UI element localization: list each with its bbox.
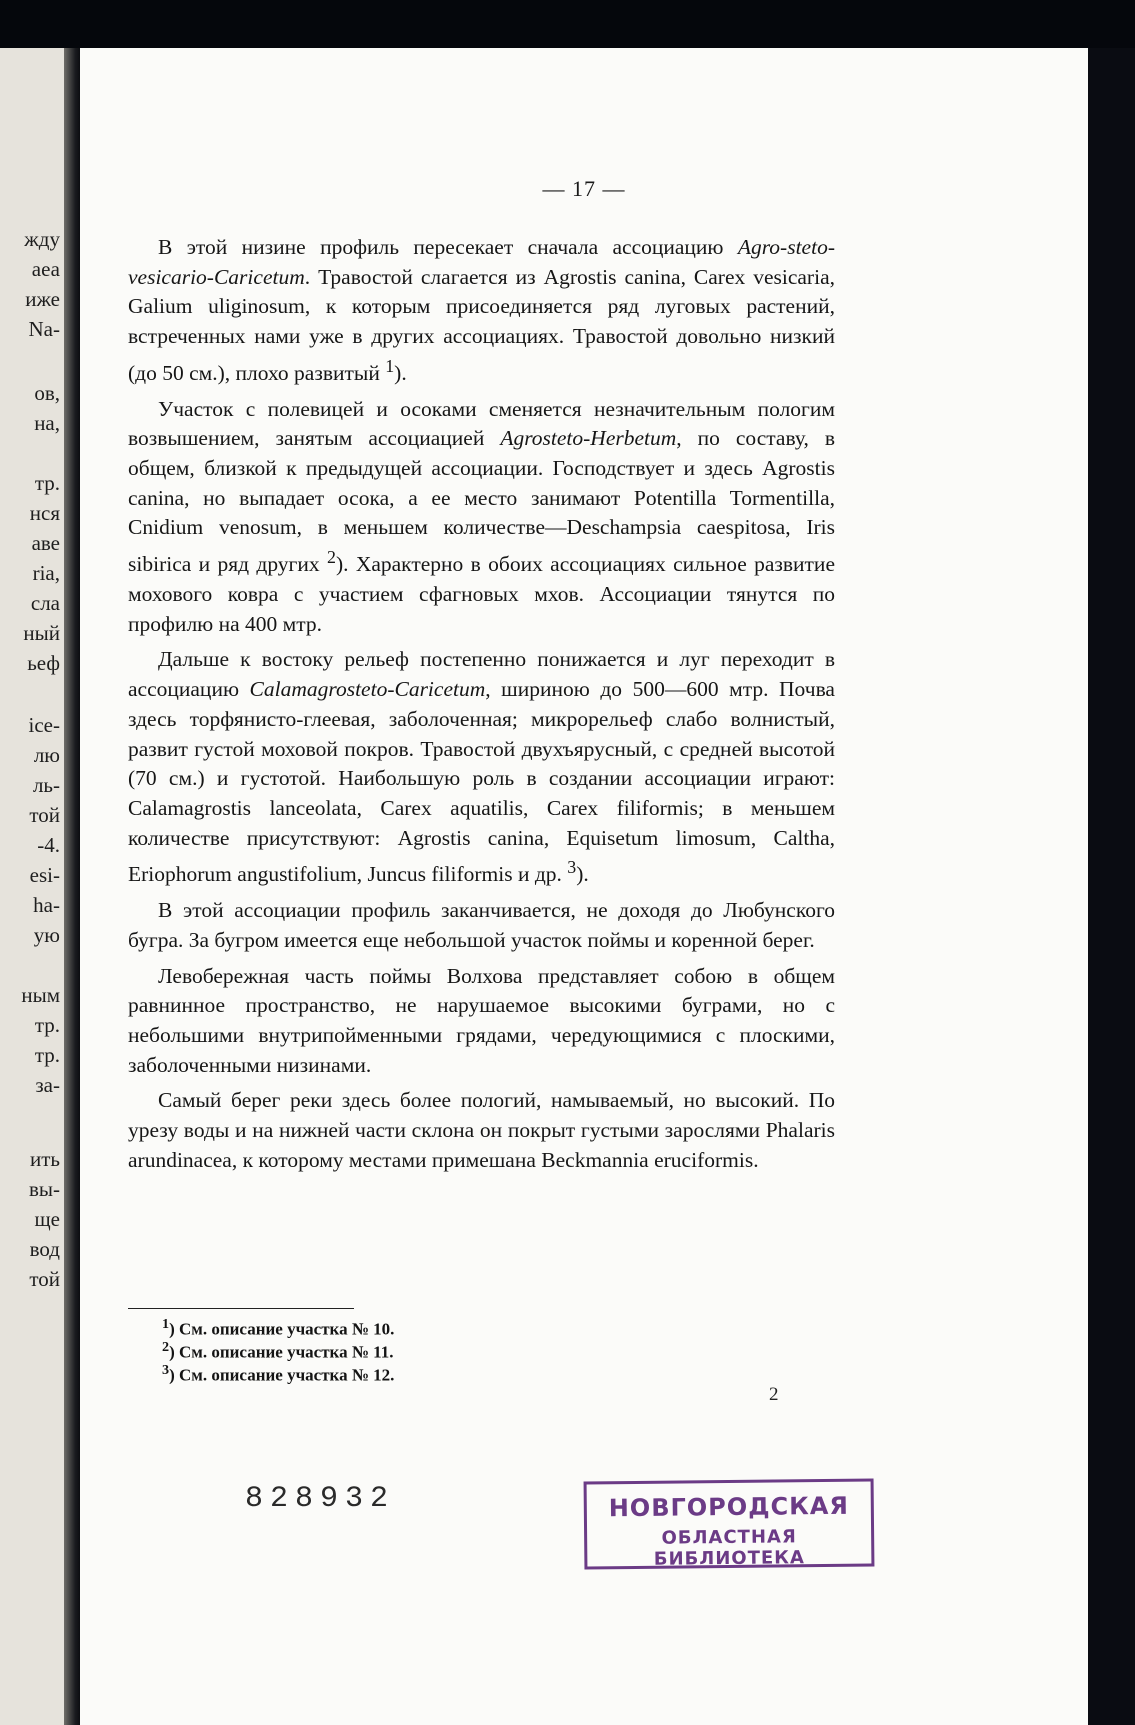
left-page-text: ria, <box>32 561 60 585</box>
left-page-text: на, <box>34 411 60 435</box>
left-page-text: иже <box>25 287 60 311</box>
paragraph: В этой низине профиль пересекает сначала ассоциацию Agro-steto-vesicario-Caricetum. Травостой слагается из Agrostis canina, Carex vesicaria, Galium uliginosum, к которым присоединяется ряд луговых растений, встреченных нами уже в других ассоциациях. Травостой довольно низкий (до 50 см.), плохо развитый $^1$). <box>128 235 835 385</box>
stamp-line-2: ОБЛАСТНАЯ БИБЛИОТЕКА <box>653 1526 805 1570</box>
association-name: Calamagrosteto-Caricetum <box>249 677 486 702</box>
inventory-number: 828932 <box>245 1482 396 1516</box>
left-page-text: ным <box>21 983 60 1007</box>
association-name: Agro-steto-vesicario-Caricetum <box>128 235 835 289</box>
left-page-text: за- <box>35 1073 60 1097</box>
paragraph: Левобережная часть поймы Волхова представляет собою в общем равнинное пространство, не нарушаемое высокими буграми, но с небольшими внутрипойменными грядами, чередующимися с плоскими, заболоченными низинами. <box>128 963 835 1077</box>
left-page-text: тр. <box>34 1013 60 1037</box>
left-page-text: esi- <box>29 863 60 887</box>
library-stamp <box>584 1478 875 1569</box>
left-page-text: той <box>29 803 60 827</box>
book-gutter <box>64 48 80 1725</box>
left-page-text: вы- <box>28 1177 60 1201</box>
left-page-text: ль- <box>32 773 60 797</box>
footnote: $^1$) См. описание участка № 10. <box>162 1316 395 1339</box>
left-page-text: аеа <box>31 257 60 281</box>
left-page-text: Na- <box>28 317 60 341</box>
stamp-line-1: НОВГОРОДСКАЯ <box>608 1491 850 1523</box>
left-page-text: ов, <box>34 381 60 405</box>
footnote: $^3$) См. описание участка № 12. <box>162 1362 395 1385</box>
left-page-text: сла <box>30 591 60 615</box>
left-page-text: ha- <box>33 893 60 917</box>
footnote-ref: 1 <box>385 355 395 376</box>
left-page-edge <box>0 48 64 1725</box>
left-page-text: тр. <box>34 471 60 495</box>
footnote-divider <box>128 1308 354 1309</box>
footnote-ref: 3 <box>567 857 577 878</box>
left-page-text: ую <box>33 923 60 947</box>
paragraph: Участок с полевицей и осоками сменяется незначительным пологим возвышением, занятым ассоциацией Agrosteto-Herbetum, по составу, в общем, близкой к предыдущей ассоциации. Господствует и здесь Agrostis canina, но выпадает осока, а ее место занимают Potentilla Tormentilla, Cnidium venosum, в меньшем количестве—Deschampsia caespitosa, Iris sibirica и ряд других $^2$). Характерно в обоих ассоциациях сильное развитие мохового ковра с участием сфагновых мхов. Ассоциации тянутся по профилю на 400 мтр. <box>128 396 835 636</box>
left-page-text: вод <box>29 1237 60 1261</box>
scan-background <box>1088 48 1135 1725</box>
left-page-text: аве <box>31 531 60 555</box>
sheet-signature: 2 <box>769 1384 779 1405</box>
footnote: $^2$) См. описание участка № 11. <box>162 1339 394 1362</box>
left-page-text: -4. <box>37 833 60 857</box>
paragraph: Дальше к востоку рельеф постепенно понижается и луг переходит в ассоциацию Calamagrosteto-Caricetum, шириною до 500—600 мтр. Почва здесь торфянисто-глеевая, заболоченная; микрорельеф слабо волнистый, развит густой моховой покров. Травостой двухъярусный, с средней высотой (70 см.) и густотой. Наибольшую роль в создании ассоциации играют: Calamagrostis lanceolata, Carex aquatilis, Carex filiformis; в меньшем количестве присутствуют: Agrostis canina, Equisetum limosum, Caltha, Eriophorum angustifolium, Juncus filiformis и др. $^3$). <box>128 647 835 887</box>
book-page <box>80 48 1088 1725</box>
left-page-text: той <box>29 1267 60 1291</box>
left-page-text: ьеф <box>27 651 60 675</box>
left-page-text: ice- <box>28 713 60 737</box>
left-page-text: ще <box>34 1207 60 1231</box>
footnote-ref: 2 <box>326 547 336 568</box>
left-page-text: нся <box>29 501 60 525</box>
association-name: Agrosteto-Herbetum <box>500 426 677 451</box>
left-page-text: тр. <box>34 1043 60 1067</box>
left-page-text: ить <box>30 1147 60 1171</box>
paragraph: В этой ассоциации профиль заканчивается, не доходя до Любунского бугра. За бугром имеется еще небольшой участок поймы и коренной берег. <box>128 898 835 952</box>
left-page-text: ный <box>23 621 60 645</box>
paragraph: Самый берег реки здесь более пологий, намываемый, но высокий. По урезу воды и на нижней части склона он покрыт густыми зарослями Phalaris arundinacea, к которому местами примешана Beckmannia eruciformis. <box>128 1088 835 1172</box>
left-page-text: лю <box>33 743 60 767</box>
page-body <box>128 233 835 1182</box>
page-number: — 17 — <box>542 176 626 201</box>
left-page-text: жду <box>24 227 60 251</box>
